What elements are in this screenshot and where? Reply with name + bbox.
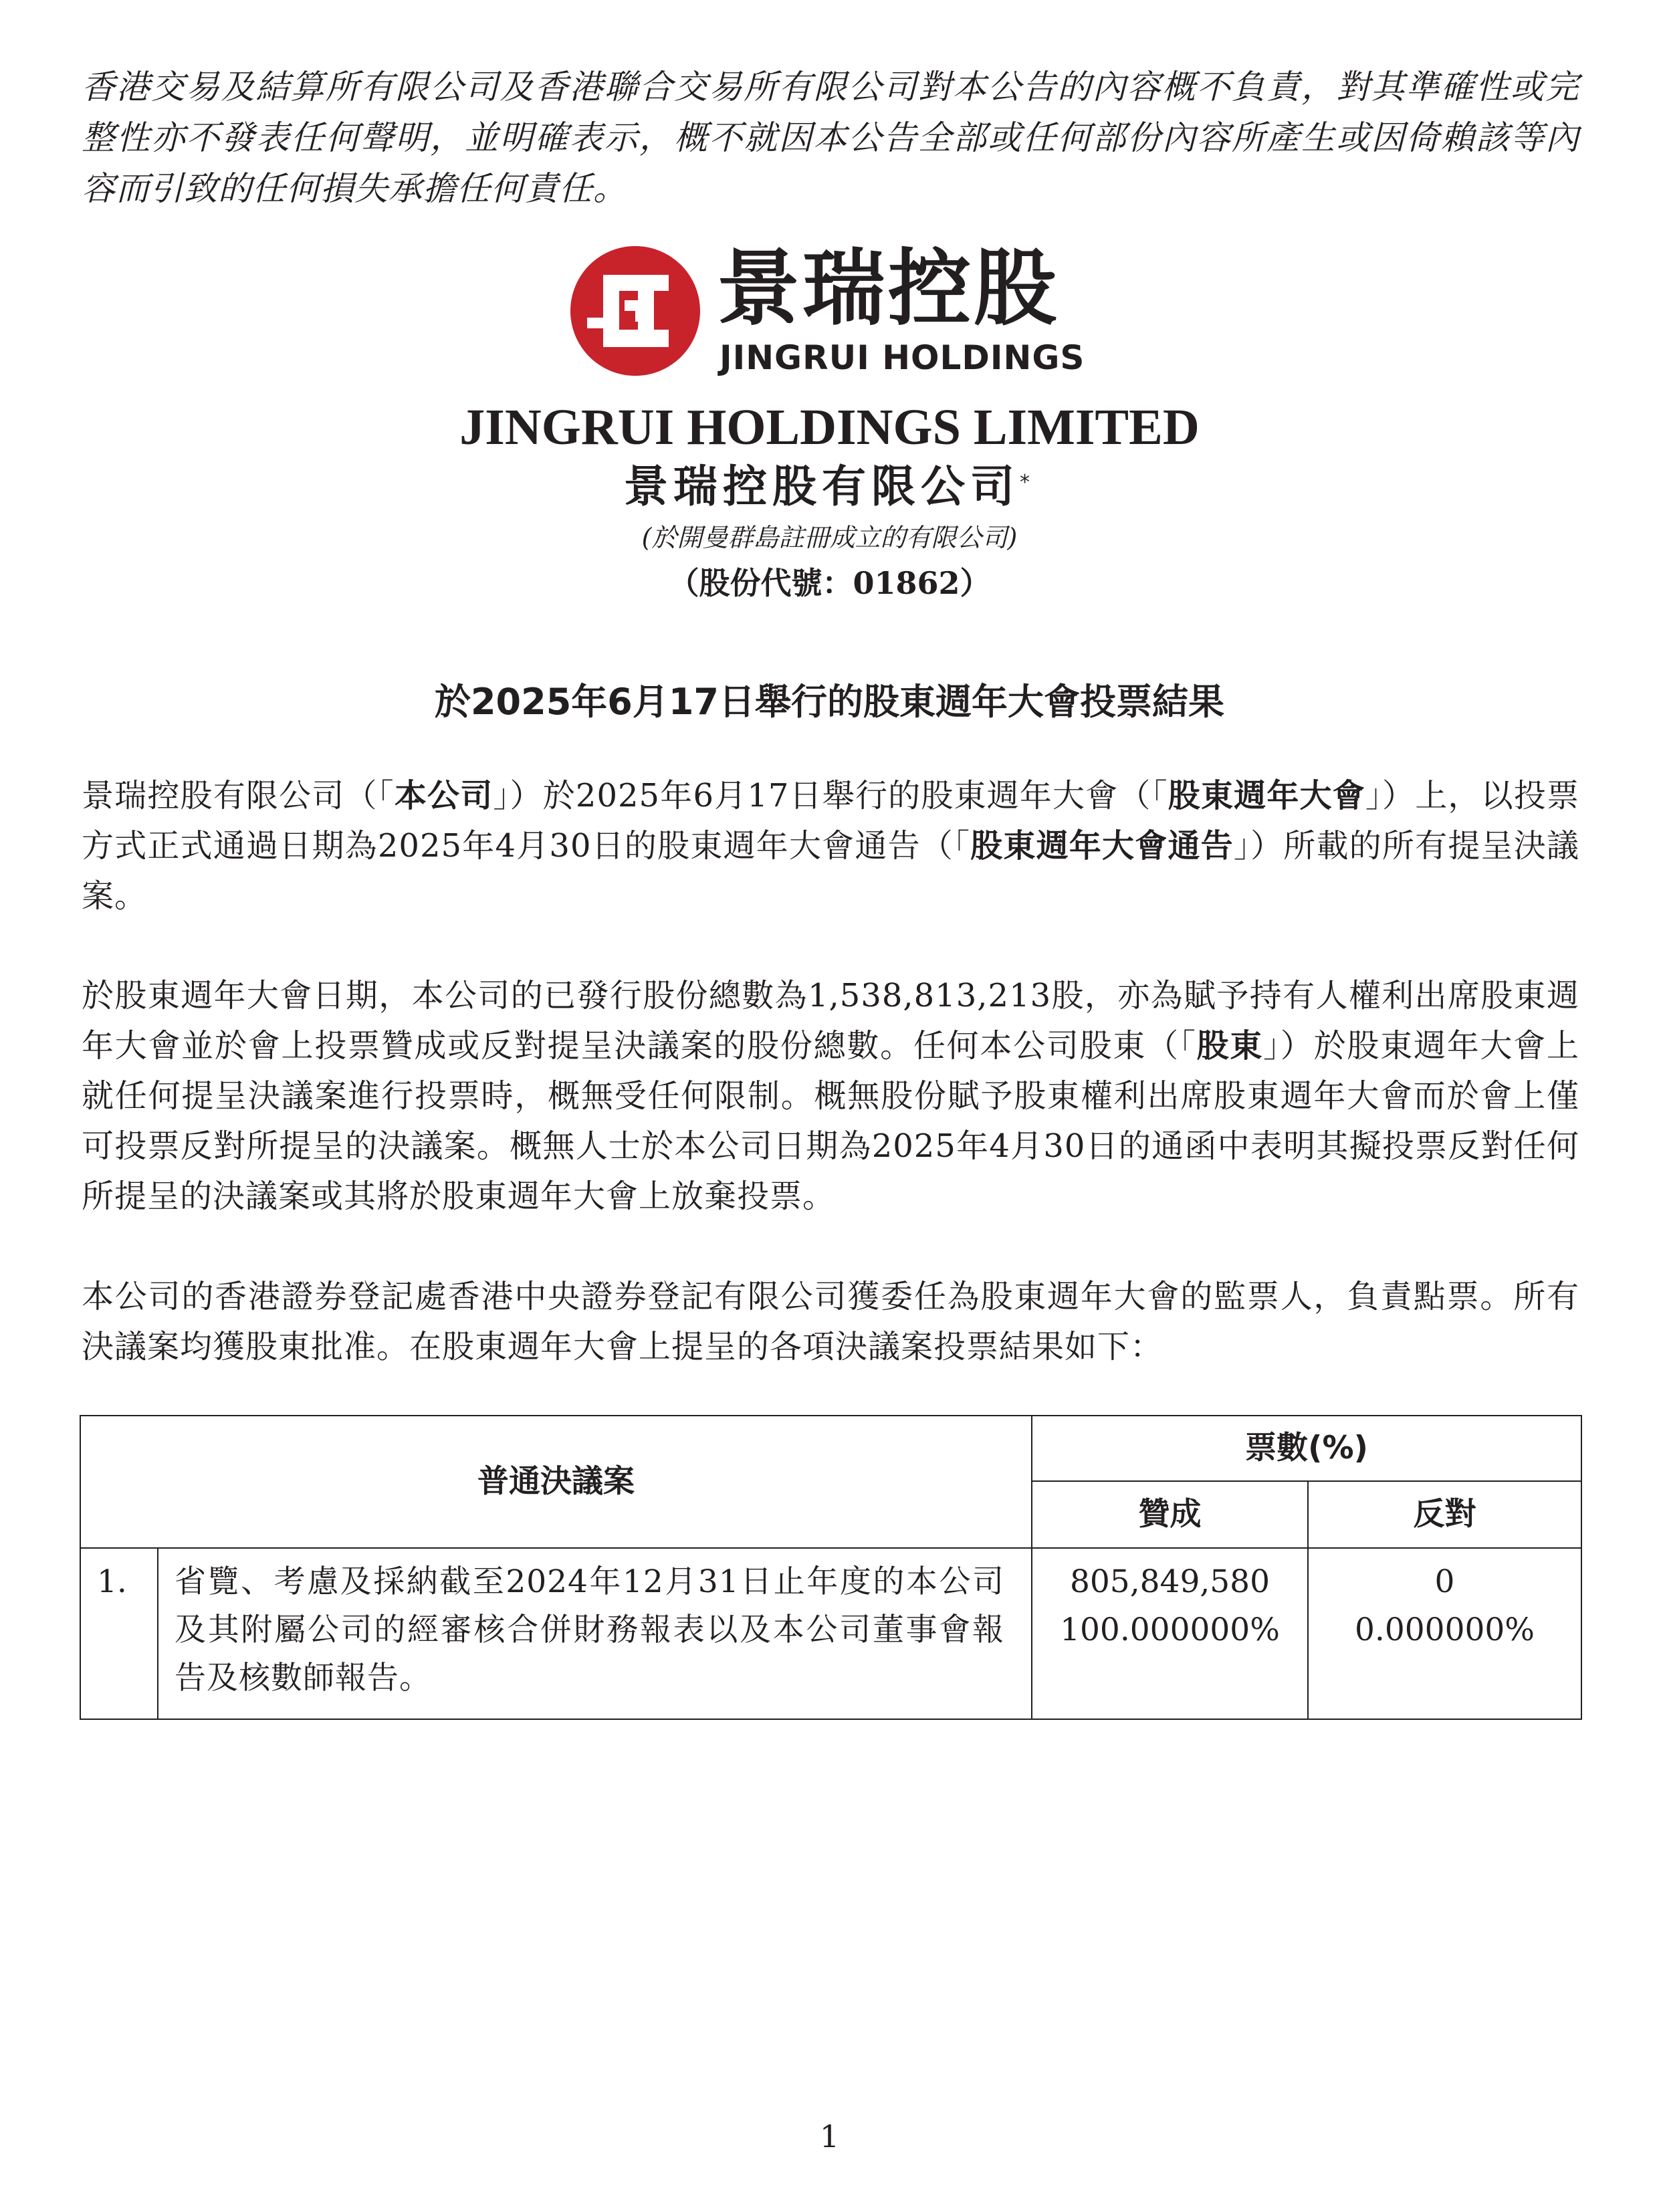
paragraph-share-capital [82,971,1579,1222]
votes-against-percentage: 0.000000% [1355,1612,1535,1648]
announcement-title: 於2025年6月17日舉行的股東週年大會投票結果 [434,681,1224,723]
stock-code: （股份代號：01862） [668,565,991,601]
para1-defined-term-company: 本公司 [394,777,493,814]
header-number-of-votes: 票數(%) [1032,1416,1581,1481]
incorporation-note: (於開曼群島註冊成立的有限公司) [641,523,1018,552]
para1-text-1: 景瑞控股有限公司（「 [82,777,395,814]
company-name-chinese [0,459,1659,515]
para2-text-2: 」）於股東週年大會上就任何提呈決議案進行投票時，概無受任何限制。概無股份賦予股東權利出席股東週年大會而於會上僅可投票反對所提呈的決議案。概無人士於本公司日期為2025年4月30日的通函中表明其擬投票反對任何所提呈的決議案或其將於股東週年大會上放棄投票。 [82,1027,1579,1215]
company-name-english: JINGRUI HOLDINGS LIMITED [459,399,1200,455]
logo-english-name: JINGRUI HOLDINGS [720,338,1085,377]
company-name-asterisk: * [1020,471,1035,494]
votes-against-count: 0 [1434,1563,1455,1600]
page-number: 1 [819,2118,840,2154]
votes-against-cell [1308,1548,1581,1719]
company-name-chinese-text: 景瑞控股有限公司 [624,461,1020,512]
logo-white-bar [587,318,613,328]
para1-text-2: 」）於2025年6月17日舉行的股東週年大會（「 [493,777,1168,814]
paragraph-scrutineer: 本公司的香港證券登記處香港中央證券登記有限公司獲委任為股東週年大會的監票人，負責點票。所有決議案均獲股東批准。在股東週年大會上提呈的各項決議案投票結果如下： [82,1278,1579,1365]
resolution-number: 1. [80,1548,158,1719]
logo-chinese-name: 景瑞控股 [717,241,1060,337]
resolution-text: 省覽、考慮及採納截至2024年12月31日止年度的本公司及其附屬公司的經審核合併財務報表以及本公司董事會報告及核數師報告。 [158,1548,1032,1719]
para2-text-1: 於股東週年大會日期，本公司的已發行股份總數為1,538,813,213股，亦為賦予持有人權利出席股東週年大會並於會上投票贊成或反對提呈決議案的股份總數。任何本公司股東（「 [82,977,1579,1065]
paragraph-resolutions-passed [82,771,1579,921]
table-header-row [80,1416,1581,1481]
header-ordinary-resolutions: 普通決議案 [80,1416,1032,1548]
votes-for-cell [1032,1548,1308,1719]
votes-for-percentage: 100.000000% [1060,1612,1280,1648]
para1-text-3: 」）上，以投票方式正式通過日期為2025年4月30日的股東週年大會通告（「 [82,777,1579,865]
table-row [80,1548,1581,1719]
para1-defined-term-agm: 股東週年大會 [1168,777,1365,814]
poll-results-table [80,1415,1582,1720]
company-logo [568,241,1103,381]
header-for: 贊成 [1032,1481,1308,1548]
para2-defined-term-shareholders: 股東 [1196,1027,1264,1065]
header-against: 反對 [1308,1481,1581,1548]
disclaimer-text: 香港交易及結算所有限公司及香港聯合交易所有限公司對本公告的內容概不負責，對其準確性或完整性亦不發表任何聲明，並明確表示，概不就因本公告全部或任何部份內容所產生或因倚賴該等內容而引致的任何損失承擔任何責任。 [82,68,1579,208]
jingrui-logo-icon [568,244,702,378]
para1-defined-term-agm-notice: 股東週年大會通告 [970,827,1234,865]
votes-for-count: 805,849,580 [1069,1563,1270,1600]
para1-text-4: 」）所載的所有提呈決議案。 [82,827,1579,915]
